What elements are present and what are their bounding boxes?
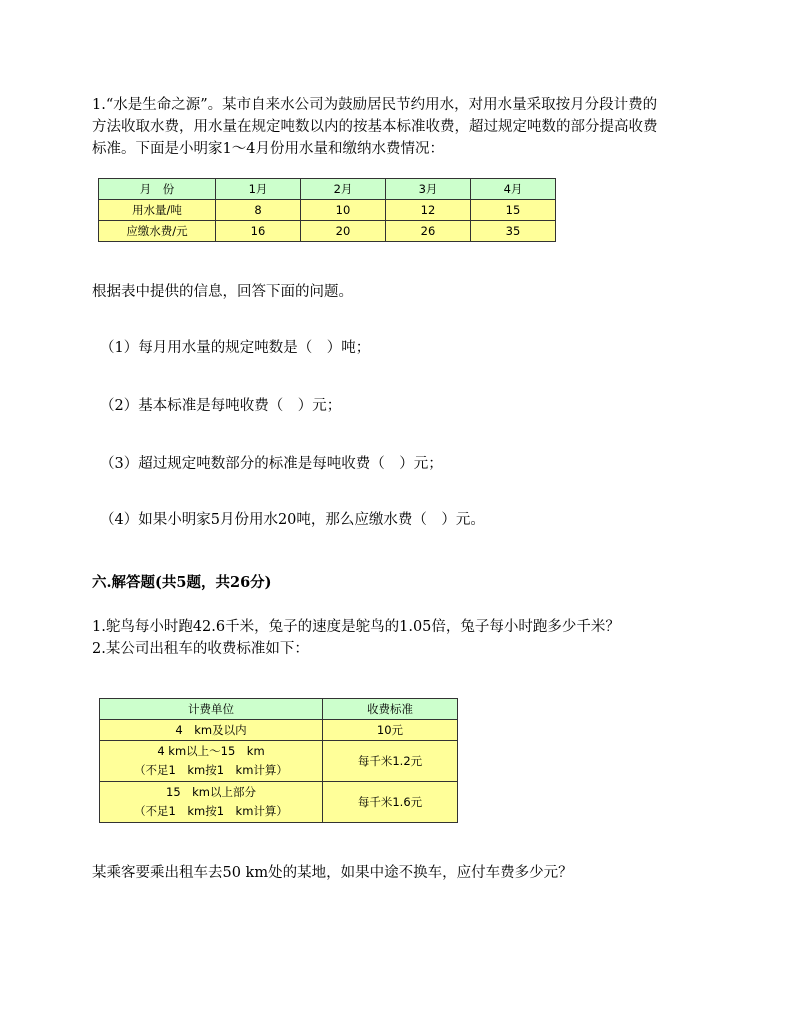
question-1-line: 标准。下面是小明家1～4月份用水量和缴纳水费情况：: [92, 141, 444, 157]
taxi-question: 某乘客要乘出租车去50 km处的某地，如果中途不换车，应付车费多少元？: [92, 865, 573, 881]
unit-line: 4 km以上～15 km: [157, 744, 265, 758]
question-1-line: 方法收取水费，用水量在规定吨数以内的按基本标准收费，超过规定吨数的部分提高收费: [92, 119, 658, 135]
table-header-cell: 1月: [216, 179, 301, 200]
table-cell: 12: [386, 200, 471, 221]
answer-question-2: 2.某公司出租车的收费标准如下：: [92, 641, 309, 657]
table-cell: 15: [471, 200, 556, 221]
table-cell: [100, 741, 323, 782]
table-cell: [100, 782, 323, 823]
table-header-cell: 3月: [386, 179, 471, 200]
table-header-cell: 计费单位: [100, 699, 323, 720]
subquestion-3: （3）超过规定吨数部分的标准是每吨收费（ ）元；: [100, 456, 443, 472]
answer-question-1: 1.鸵鸟每小时跑42.6千米，兔子的速度是鸵鸟的1.05倍，兔子每小时跑多少千米？: [92, 619, 620, 635]
table-cell: 10元: [323, 720, 458, 741]
question-1-line: 1.“水是生命之源”。某市自来水公司为鼓励居民节约用水，对用水量采取按月分段计费的: [92, 97, 658, 113]
subquestion-4: （4）如果小明家5月份用水20吨，那么应缴水费（ ）元。: [100, 512, 485, 528]
table-cell: [100, 720, 323, 741]
unit-line: 4 km及以内: [175, 722, 247, 737]
table-header-cell: 2月: [301, 179, 386, 200]
table-row: [99, 221, 556, 242]
table-cell: 26: [386, 221, 471, 242]
table-row: [100, 720, 458, 741]
unit-line: （不足1 km按1 km计算）: [134, 804, 288, 818]
table-header-cell: 月 份: [99, 179, 216, 200]
table-row: [100, 782, 458, 823]
table-cell: 应缴水费/元: [99, 221, 216, 242]
question-1-text: [92, 94, 658, 160]
table-row: [100, 741, 458, 782]
subquestion-2: （2）基本标准是每吨收费（ ）元；: [100, 398, 342, 414]
table-cell: 10: [301, 200, 386, 221]
taxi-fee-table: [99, 698, 458, 823]
table-cell: 35: [471, 221, 556, 242]
subquestion-1: （1）每月用水量的规定吨数是（ ）吨；: [100, 340, 371, 356]
table-row: [99, 200, 556, 221]
unit-line: 15 km以上部分: [166, 785, 256, 799]
table-row: [99, 179, 556, 200]
section-title: 六.解答题(共5题，共26分): [92, 574, 272, 591]
table-cell: 16: [216, 221, 301, 242]
water-fee-table: [98, 178, 556, 242]
table-cell: 每千米1.2元: [323, 741, 458, 782]
table-header-cell: 4月: [471, 179, 556, 200]
table-header-cell: 收费标准: [323, 699, 458, 720]
table-cell: 8: [216, 200, 301, 221]
table-cell: 每千米1.6元: [323, 782, 458, 823]
unit-line: （不足1 km按1 km计算）: [134, 763, 288, 777]
table-cell: 20: [301, 221, 386, 242]
instruction-text: 根据表中提供的信息，回答下面的问题。: [92, 284, 353, 300]
table-row: [100, 699, 458, 720]
table-cell: 用水量/吨: [99, 200, 216, 221]
